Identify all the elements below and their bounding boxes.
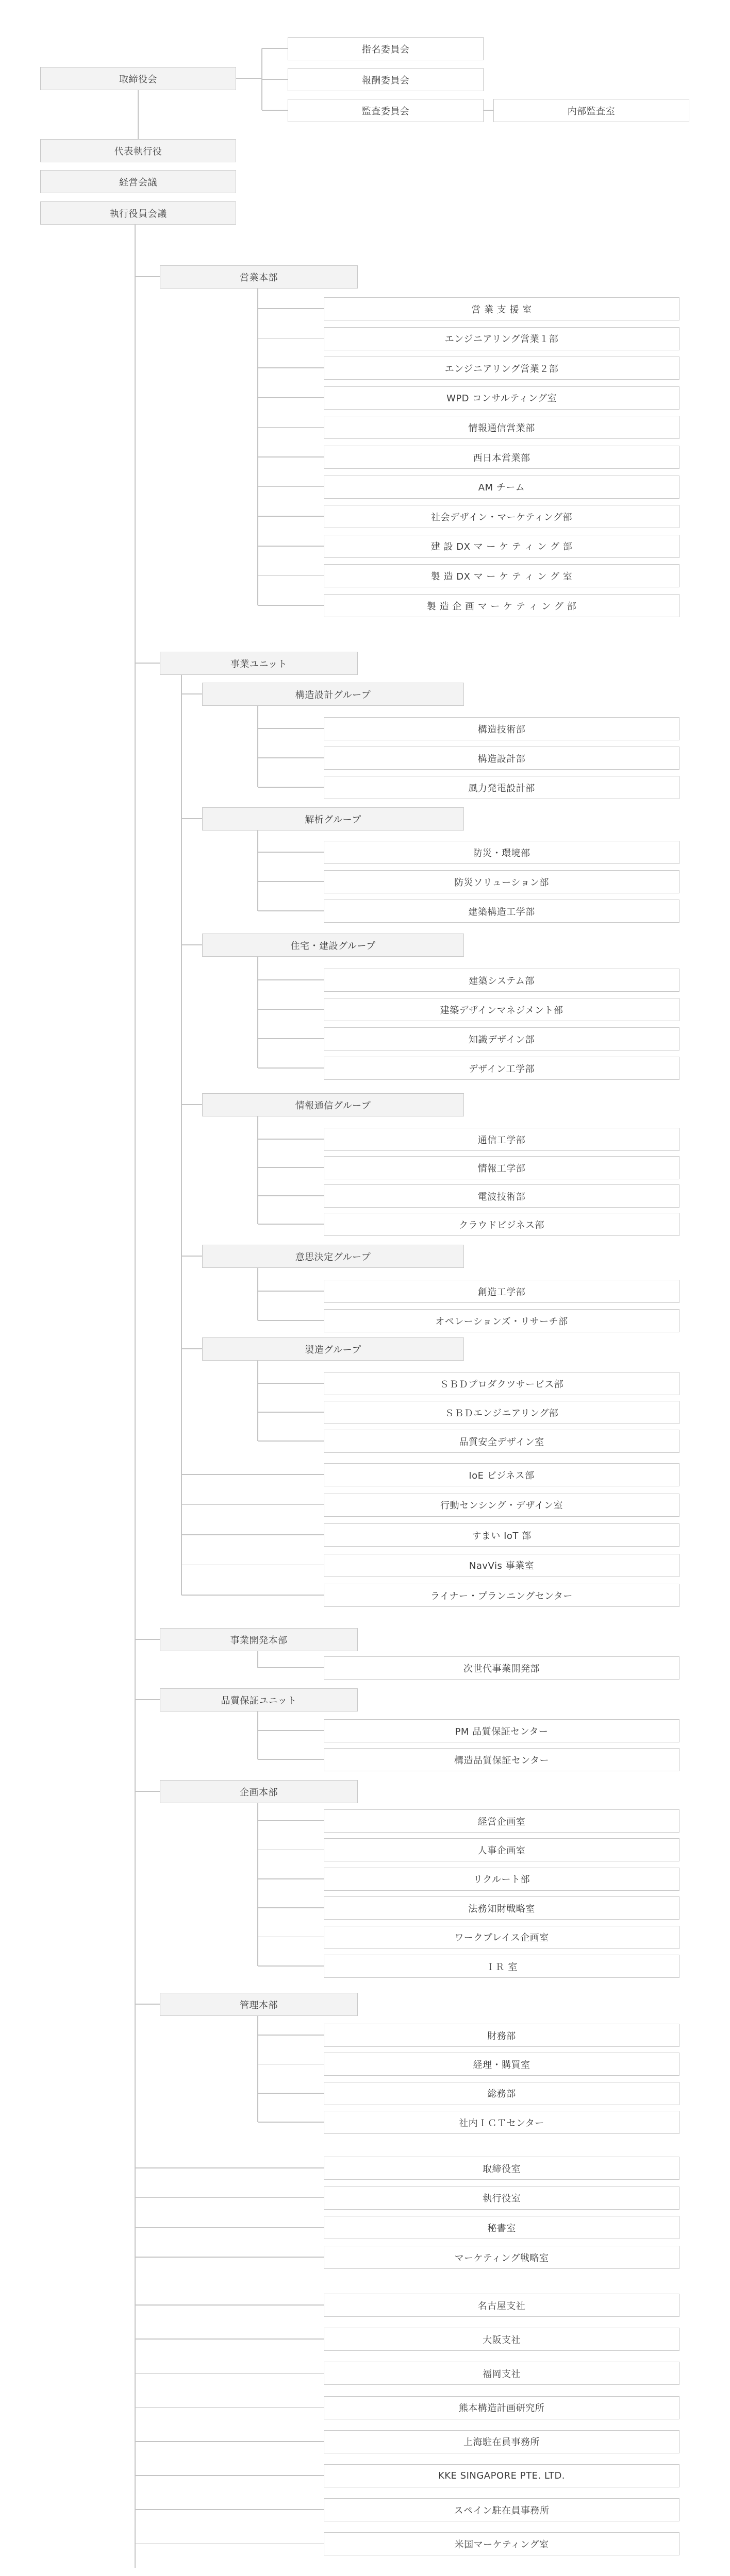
connector-line: [181, 693, 202, 694]
connector-line: [258, 308, 324, 309]
connector-line: [181, 1256, 202, 1257]
connector-line: [258, 2093, 324, 2094]
connector-line: [135, 2004, 160, 2005]
connector-line: [135, 2544, 324, 2545]
department-box: ワークプレイス企画室: [324, 1926, 679, 1949]
department-box: 社会デザイン・マーケティング部: [324, 505, 679, 528]
connector-line: [258, 1383, 324, 1384]
connector-line: [135, 2475, 324, 2476]
department-box: 防災ソリューション部: [324, 870, 679, 893]
connector-line: [258, 456, 324, 457]
department-box: すまい IoT 部: [324, 1523, 679, 1547]
division-box: 管理本部: [160, 1993, 358, 2016]
committee-box: 指名委員会: [288, 37, 484, 60]
connector-line: [257, 957, 258, 1068]
connector-line: [135, 1699, 160, 1700]
office-box: 取締役室: [324, 2157, 679, 2180]
connector-line: [258, 516, 324, 517]
connector-line: [258, 1291, 324, 1292]
connector-line: [135, 663, 160, 664]
connector-line: [258, 1320, 324, 1321]
connector-line: [258, 2122, 324, 2123]
connector-line: [257, 1803, 258, 1966]
department-box: NavVis 事業室: [324, 1554, 679, 1577]
connector-line: [257, 2016, 258, 2122]
department-box: 経営企画室: [324, 1809, 679, 1833]
connector-line: [135, 2373, 324, 2374]
connector-line: [257, 1116, 258, 1224]
connector-line: [181, 1504, 324, 1505]
department-box: IoE ビジネス部: [324, 1463, 679, 1486]
connector-line: [258, 1067, 324, 1069]
department-box: 西日本営業部: [324, 446, 679, 469]
department-box: エンジニアリング営業２部: [324, 357, 679, 380]
connector-line: [258, 367, 324, 368]
department-box: 営 業 支 援 室: [324, 297, 679, 320]
branch-box: 米国マーケティング室: [324, 2532, 679, 2555]
main-trunk: [135, 225, 136, 2568]
connector-line: [181, 1348, 202, 1349]
internal-audit-box: 内部監査室: [493, 99, 689, 122]
connector-line: [258, 1730, 324, 1731]
department-box: エンジニアリング営業１部: [324, 327, 679, 350]
connector-line: [258, 1412, 324, 1413]
connector-line: [258, 1139, 324, 1140]
branch-box: 名古屋支社: [324, 2294, 679, 2317]
connector-line: [258, 1878, 324, 1879]
connector-line: [257, 706, 258, 787]
connector-line: [262, 110, 288, 111]
department-box: 風力発電設計部: [324, 776, 679, 799]
connector-line: [258, 852, 324, 853]
division-box: 営業本部: [160, 265, 358, 289]
connector-line: [258, 910, 324, 911]
executive-box: 経営会議: [40, 170, 236, 193]
office-box: 秘書室: [324, 2216, 679, 2239]
department-box: 経理・購買室: [324, 2053, 679, 2076]
department-box: 創造工学部: [324, 1280, 679, 1303]
board-box: 取締役会: [40, 67, 236, 90]
connector-line: [258, 1759, 324, 1760]
connector-line: [258, 1937, 324, 1938]
connector-line: [135, 2257, 324, 2258]
connector-line: [135, 2227, 324, 2228]
connector-line: [181, 1534, 324, 1535]
connector-line: [258, 1195, 324, 1196]
connector-line: [135, 2167, 324, 2168]
connector-line: [257, 1711, 258, 1759]
connector-line: [135, 1791, 160, 1792]
department-box: オペレーションズ・リサーチ部: [324, 1309, 679, 1332]
department-box: 製 造 企 画 マ ー ケ テ ィ ン グ 部: [324, 594, 679, 617]
group-box: 製造グループ: [202, 1337, 464, 1361]
audit-connector: [484, 110, 493, 111]
department-box: 法務知財戦略室: [324, 1896, 679, 1920]
department-box: 防災・環境部: [324, 841, 679, 864]
board-exec-connector: [138, 90, 139, 139]
group-box: 情報通信グループ: [202, 1093, 464, 1116]
department-box: 次世代事業開発部: [324, 1656, 679, 1680]
department-box: 情報工学部: [324, 1156, 679, 1179]
group-box: 意思決定グループ: [202, 1245, 464, 1268]
department-box: 電波技術部: [324, 1184, 679, 1208]
connector-line: [258, 1009, 324, 1010]
connector-line: [258, 728, 324, 729]
connector-line: [135, 2304, 324, 2306]
connector-line: [258, 1440, 324, 1442]
department-box: 建築システム部: [324, 969, 679, 992]
connector-line: [135, 1639, 160, 1640]
connector-line: [258, 1850, 324, 1851]
branch-box: 熊本構造計画研究所: [324, 2396, 679, 2419]
connector-line: [181, 1474, 324, 1475]
connector-line: [262, 48, 288, 49]
connector-line: [258, 757, 324, 758]
connector-line: [258, 2035, 324, 2036]
department-box: ＩＲ 室: [324, 1955, 679, 1978]
department-box: 構造設計部: [324, 747, 679, 770]
connector-line: [181, 1595, 324, 1596]
department-box: ライナー・プランニングセンター: [324, 1584, 679, 1607]
connector-line: [258, 397, 324, 398]
connector-line: [258, 979, 324, 980]
department-box: 総務部: [324, 2082, 679, 2105]
connector-line: [258, 338, 324, 339]
division-box: 事業開発本部: [160, 1628, 358, 1651]
connector-line: [258, 1907, 324, 1908]
connector-line: [135, 2407, 324, 2408]
executive-box: 執行役員会議: [40, 201, 236, 225]
department-box: ＳＢＤプロダクツサービス部: [324, 1372, 679, 1395]
connector-line: [257, 289, 258, 605]
office-box: マーケティング戦略室: [324, 2246, 679, 2269]
department-box: 財務部: [324, 2024, 679, 2047]
connector-line: [181, 1565, 324, 1566]
branch-box: KKE SINGAPORE PTE. LTD.: [324, 2464, 679, 2487]
connector-line: [258, 881, 324, 882]
branch-box: 上海駐在員事務所: [324, 2430, 679, 2453]
connector-line: [258, 1038, 324, 1039]
department-box: ＳＢＤエンジニアリング部: [324, 1401, 679, 1424]
department-box: 社内ＩＣＴセンター: [324, 2111, 679, 2134]
connector-line: [258, 605, 324, 606]
connector-line: [135, 276, 160, 277]
department-box: デザイン工学部: [324, 1057, 679, 1080]
group-box: 住宅・建設グループ: [202, 934, 464, 957]
connector-line: [258, 1820, 324, 1821]
connector-line: [135, 2338, 324, 2340]
connector-line: [258, 2064, 324, 2065]
division-box: 品質保証ユニット: [160, 1688, 358, 1711]
department-box: クラウドビジネス部: [324, 1213, 679, 1236]
office-box: 執行役室: [324, 2187, 679, 2210]
unit-trunk: [181, 675, 182, 1595]
committee-box: 監査委員会: [288, 99, 484, 122]
department-box: 製 造 DX マ ー ケ テ ィ ン グ 室: [324, 564, 679, 587]
connector-line: [135, 2509, 324, 2510]
division-box: 事業ユニット: [160, 652, 358, 675]
connector-line: [262, 79, 288, 80]
department-box: PM 品質保証センター: [324, 1719, 679, 1742]
board-connector: [236, 78, 262, 79]
division-box: 企画本部: [160, 1780, 358, 1803]
connector-line: [257, 831, 258, 911]
connector-line: [258, 1667, 324, 1668]
connector-line: [257, 1651, 258, 1668]
branch-box: スペイン駐在員事務所: [324, 2498, 679, 2521]
department-box: AM チーム: [324, 476, 679, 499]
department-box: 建 設 DX マ ー ケ テ ィ ン グ 部: [324, 535, 679, 558]
connector-line: [258, 575, 324, 577]
connector-line: [135, 2441, 324, 2442]
group-box: 解析グループ: [202, 807, 464, 831]
committee-box: 報酬委員会: [288, 68, 484, 91]
department-box: 構造技術部: [324, 717, 679, 740]
connector-line: [258, 546, 324, 547]
connector-line: [257, 1361, 258, 1441]
department-box: WPD コンサルティング室: [324, 386, 679, 410]
department-box: 構造品質保証センター: [324, 1748, 679, 1771]
connector-line: [257, 1268, 258, 1320]
executive-box: 代表執行役: [40, 139, 236, 162]
department-box: 建築デザインマネジメント部: [324, 998, 679, 1021]
connector-line: [181, 944, 202, 945]
department-box: リクルート部: [324, 1868, 679, 1891]
connector-line: [181, 1104, 202, 1105]
department-box: 人事企画室: [324, 1838, 679, 1861]
connector-line: [258, 1167, 324, 1168]
department-box: 行動センシング・デザイン室: [324, 1494, 679, 1517]
connector-line: [258, 787, 324, 788]
department-box: 知識デザイン部: [324, 1027, 679, 1050]
connector-line: [181, 818, 202, 819]
department-box: 通信工学部: [324, 1128, 679, 1151]
department-box: 建築構造工学部: [324, 900, 679, 923]
department-box: 情報通信営業部: [324, 416, 679, 439]
connector-line: [258, 427, 324, 428]
connector-line: [258, 1965, 324, 1967]
department-box: 品質安全デザイン室: [324, 1430, 679, 1453]
connector-line: [135, 2197, 324, 2198]
group-box: 構造設計グループ: [202, 683, 464, 706]
connector-line: [258, 1224, 324, 1225]
branch-box: 福岡支社: [324, 2362, 679, 2385]
connector-line: [258, 486, 324, 487]
branch-box: 大阪支社: [324, 2328, 679, 2351]
